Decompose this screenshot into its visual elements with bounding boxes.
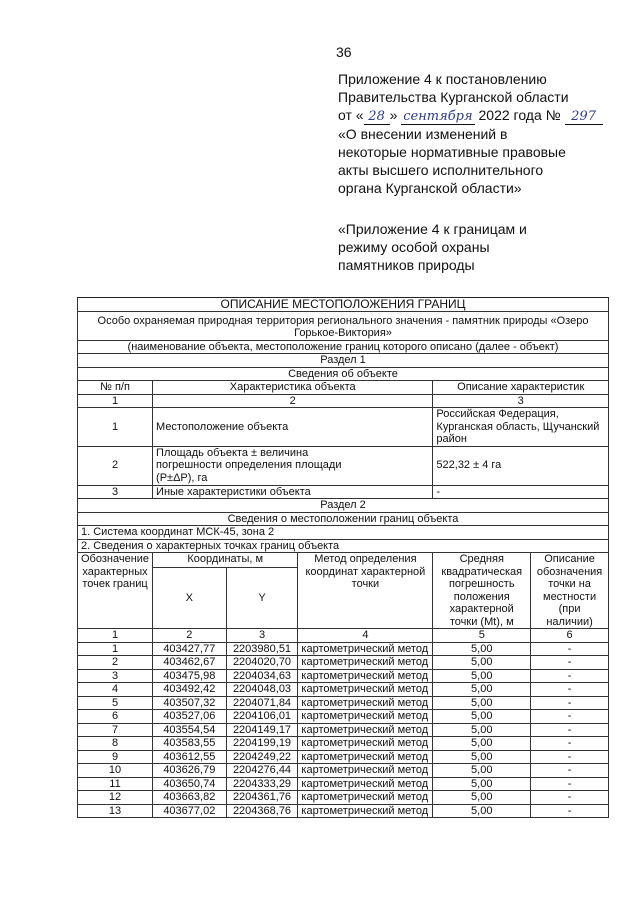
point-x: 403626,79: [153, 764, 227, 778]
point-number: 8: [78, 737, 153, 751]
appendix-header: [338, 70, 608, 197]
point-x: 403612,55: [153, 750, 227, 764]
point-error: 5,00: [433, 764, 531, 778]
s1-col-num-3: 3: [433, 394, 609, 408]
point-y: 2204368,76: [226, 804, 298, 818]
s1-row-num: 2: [78, 446, 153, 485]
header-line-1: Приложение 4 к постановлению: [338, 71, 547, 87]
point-x: 403475,98: [153, 669, 227, 683]
point-error: 5,00: [433, 723, 531, 737]
table-row: [78, 750, 609, 764]
point-y: 2204276,44: [226, 764, 298, 778]
table-row: [78, 723, 609, 737]
point-y: 2204071,84: [226, 696, 298, 710]
table-row: [78, 710, 609, 724]
s1-row-num: 3: [78, 485, 153, 499]
table-row: [78, 737, 609, 751]
s1-row-num: 1: [78, 408, 153, 447]
point-method: картометрический метод: [298, 669, 433, 683]
point-method: картометрический метод: [298, 737, 433, 751]
coordinate-system: 1. Система координат МСК-45, зона 2: [78, 526, 609, 540]
point-number: 3: [78, 669, 153, 683]
point-number: 7: [78, 723, 153, 737]
point-error: 5,00: [433, 669, 531, 683]
header-line-7: органа Курганской области»: [338, 180, 522, 196]
point-method: картометрический метод: [298, 791, 433, 805]
point-method: картометрический метод: [298, 804, 433, 818]
handwritten-doc-number: 297: [565, 110, 603, 125]
point-y: 2204048,03: [226, 683, 298, 697]
point-method: картометрический метод: [298, 656, 433, 670]
point-x: 403527,06: [153, 710, 227, 724]
table-row: [78, 669, 609, 683]
s1-col-num-2: 2: [153, 394, 433, 408]
header-line-4: «О внесении изменений в: [338, 126, 508, 142]
table-row: [78, 764, 609, 778]
point-description: -: [531, 656, 609, 670]
s2-col-num-2: 2: [153, 629, 227, 643]
handwritten-day: 28: [364, 110, 390, 125]
point-method: картометрический метод: [298, 723, 433, 737]
point-number: 6: [78, 710, 153, 724]
point-y: 2203980,51: [226, 642, 298, 656]
point-method: картометрический метод: [298, 642, 433, 656]
header-line-2: Правительства Курганской области: [338, 89, 569, 105]
point-error: 5,00: [433, 656, 531, 670]
point-x: 403427,77: [153, 642, 227, 656]
s1-header-description: Описание характеристик: [433, 381, 609, 395]
point-method: картометрический метод: [298, 750, 433, 764]
point-error: 5,00: [433, 737, 531, 751]
page-number: 36: [336, 44, 352, 60]
header-date-line: [338, 106, 608, 125]
table-row: [78, 791, 609, 805]
point-number: 10: [78, 764, 153, 778]
handwritten-month: сентября: [403, 109, 473, 124]
point-x: 403554,54: [153, 723, 227, 737]
point-error: 5,00: [433, 777, 531, 791]
point-x: 403677,02: [153, 804, 227, 818]
object-name: Особо охраняемая природная территория регионального значения - памятник природы «Озеро Горькое-Виктория»: [78, 311, 609, 340]
subheader-line-1: «Приложение 4 к границам и: [338, 221, 527, 237]
point-description: -: [531, 669, 609, 683]
s1-row-name: Местоположение объекта: [153, 408, 433, 447]
point-y: 2204106,01: [226, 710, 298, 724]
point-number: 13: [78, 804, 153, 818]
point-method: картометрический метод: [298, 764, 433, 778]
s2-col-num-6: 6: [531, 629, 609, 643]
point-method: картометрический метод: [298, 683, 433, 697]
table-row: [78, 804, 609, 818]
s1-row-value: -: [433, 485, 609, 499]
s2-header-error: Средняя квадратическая погрешность положения характерной точки (Mt), м: [433, 553, 531, 629]
boundary-description-table: [77, 297, 609, 818]
table-row: [78, 656, 609, 670]
point-y: 2204020,70: [226, 656, 298, 670]
table-row: [78, 642, 609, 656]
point-error: 5,00: [433, 750, 531, 764]
point-description: -: [531, 696, 609, 710]
point-number: 9: [78, 750, 153, 764]
s1-row-value: 522,32 ± 4 га: [433, 446, 609, 485]
point-number: 2: [78, 656, 153, 670]
point-method: картометрический метод: [298, 777, 433, 791]
point-description: -: [531, 723, 609, 737]
point-error: 5,00: [433, 791, 531, 805]
point-x: 403663,82: [153, 791, 227, 805]
point-x: 403650,74: [153, 777, 227, 791]
s2-header-designation: Обозначение характерных точек границ: [78, 553, 153, 629]
s1-header-characteristic: Характеристика объекта: [153, 381, 433, 395]
object-caption: (наименование объекта, местоположение границ которого описано (далее - объект): [78, 340, 609, 354]
s2-header-x: X: [153, 568, 227, 629]
s2-header-description: Описание обозначения точки на местности (при наличии): [531, 553, 609, 629]
point-x: 403492,42: [153, 683, 227, 697]
s2-col-num-1: 1: [78, 629, 153, 643]
table-row: [78, 683, 609, 697]
point-method: картометрический метод: [298, 696, 433, 710]
table-row: [78, 696, 609, 710]
point-number: 12: [78, 791, 153, 805]
point-y: 2204034,63: [226, 669, 298, 683]
point-y: 2204199,19: [226, 737, 298, 751]
s2-header-coordinates: Координаты, м: [153, 553, 298, 568]
section-2-label: Раздел 2: [78, 499, 609, 513]
point-method: картометрический метод: [298, 710, 433, 724]
point-error: 5,00: [433, 696, 531, 710]
point-error: 5,00: [433, 683, 531, 697]
point-description: -: [531, 791, 609, 805]
date-year: 2022 года №: [478, 107, 561, 123]
point-description: -: [531, 710, 609, 724]
point-description: -: [531, 764, 609, 778]
point-y: 2204149,17: [226, 723, 298, 737]
point-description: -: [531, 642, 609, 656]
point-description: -: [531, 804, 609, 818]
point-description: -: [531, 750, 609, 764]
point-y: 2204249,22: [226, 750, 298, 764]
s1-header-number: № п/п: [78, 381, 153, 395]
point-description: -: [531, 683, 609, 697]
point-description: -: [531, 777, 609, 791]
point-x: 403583,55: [153, 737, 227, 751]
section-2-title: Сведения о местоположении границ объекта: [78, 512, 609, 526]
s2-col-num-5: 5: [433, 629, 531, 643]
point-error: 5,00: [433, 710, 531, 724]
s2-header-method: Метод определения координат характерной точки: [298, 553, 433, 629]
subheader-line-3: памятников природы: [338, 257, 475, 273]
s1-col-num-1: 1: [78, 394, 153, 408]
point-description: -: [531, 737, 609, 751]
point-number: 5: [78, 696, 153, 710]
s1-row-value: Российская Федерация, Курганская область, Щучанский район: [433, 408, 609, 447]
table-title: ОПИСАНИЕ МЕСТОПОЛОЖЕНИЯ ГРАНИЦ: [78, 298, 609, 312]
point-number: 1: [78, 642, 153, 656]
section-1-label: Раздел 1: [78, 354, 609, 368]
appendix-subheader: [338, 220, 598, 274]
s2-col-num-3: 3: [226, 629, 298, 643]
section-1-title: Сведения об объекте: [78, 367, 609, 381]
date-mid: »: [389, 107, 398, 123]
point-y: 2204361,76: [226, 791, 298, 805]
s1-row-name: Площадь объекта ± величина погрешности определения площади (P±ΔP), га: [153, 446, 433, 485]
point-error: 5,00: [433, 642, 531, 656]
point-number: 4: [78, 683, 153, 697]
point-y: 2204333,29: [226, 777, 298, 791]
point-error: 5,00: [433, 804, 531, 818]
header-line-5: некоторые нормативные правовые: [338, 144, 566, 160]
s2-col-num-4: 4: [298, 629, 433, 643]
points-title: 2. Сведения о характерных точках границ объекта: [78, 539, 609, 553]
date-prefix: от «: [338, 107, 364, 123]
s2-header-y: Y: [226, 568, 298, 629]
point-x: 403462,67: [153, 656, 227, 670]
header-line-6: акты высшего исполнительного: [338, 162, 544, 178]
subheader-line-2: режиму особой охраны: [338, 239, 490, 255]
s1-row-name: Иные характеристики объекта: [153, 485, 433, 499]
point-number: 11: [78, 777, 153, 791]
point-x: 403507,32: [153, 696, 227, 710]
table-row: [78, 777, 609, 791]
